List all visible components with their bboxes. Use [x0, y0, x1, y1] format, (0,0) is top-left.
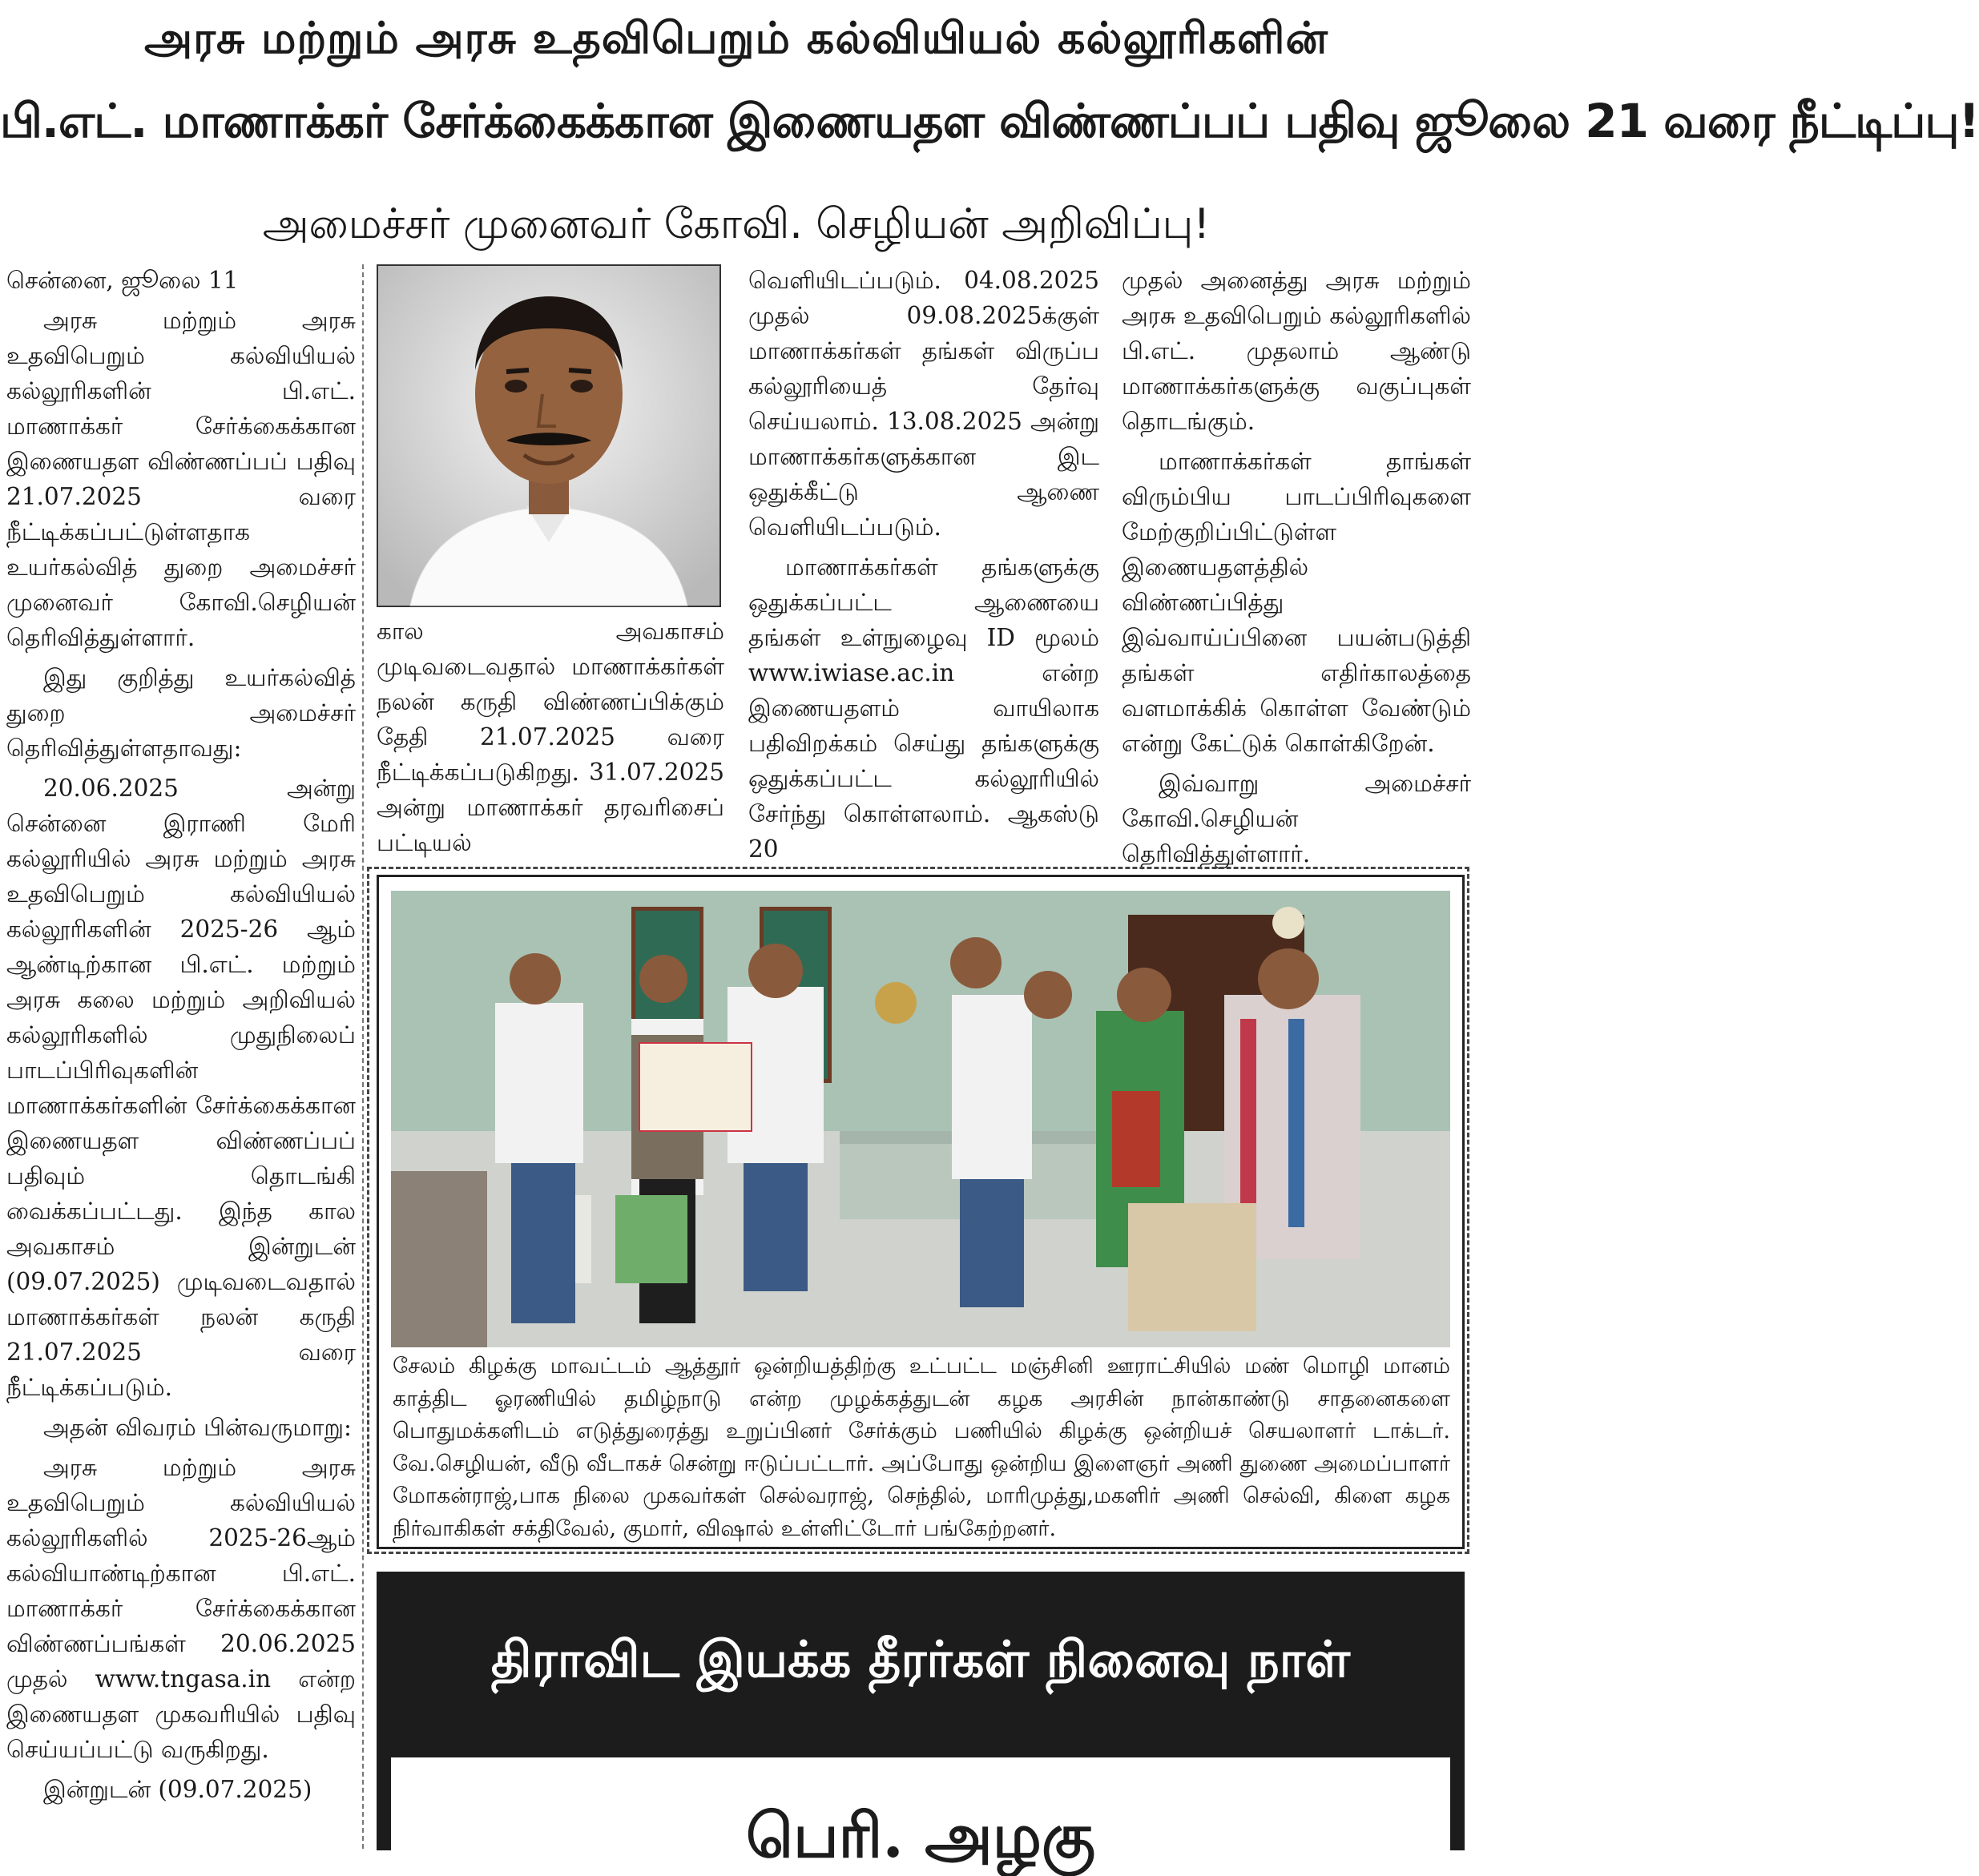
article-paragraph: இது குறித்து உயர்கல்வித் துறை அமைச்சர் தெரிவித்துள்ளதாவது: — [6, 664, 356, 762]
article-paragraph: 20.06.2025 அன்று சென்னை இராணி மேரி கல்லூரியில் அரசு மற்றும் அரசு உதவிபெறும் கல்வியியல் கல்லூரிகளின் 2025-26 ஆம் ஆண்டிற்கான பி.எட். மற்றும் அரசு கலை மற்றும் அறிவியல் கல்லூரிகளில் முதுநிலைப் பாடப்பிரிவுகளின் மாணாக்கர்களின் சேர்க்கைக்கான இணையதள விண்ணப்பப் பதிவும் தொடங்கி வைக்கப்பட்டது. இந்த கால அவகாசம் இன்றுடன் (09.07.2025) முடிவடைவதால் மாணாக்கர்கள் நலன் கருதி 21.07.2025 வரை நீட்டிக்கப்படும். — [6, 775, 356, 1401]
article-paragraph: இன்றுடன் (09.07.2025) — [43, 1776, 312, 1803]
article-column-3 — [748, 263, 1099, 863]
photo-caption: சேலம் கிழக்கு மாவட்டம் ஆத்தூர் ஒன்றியத்திற்கு உட்பட்ட மஞ்சினி ஊராட்சியில் மண் மொழி மானம் காத்திட ஓரணியில் தமிழ்நாடு என்ற முழக்கத்துடன் கழக அரசின் நான்காண்டு சாதனைகளை பொதுமக்களிடம் எடுத்துரைத்து உறுப்பினர் சேர்க்கும் பணியில் கிழக்கு ஒன்றியச் செயலாளர் டாக்டர். வே.செழியன், வீடு வீடாகச் சென்று ஈடுப்பட்டார். அப்போது ஒன்றிய இளைஞர் அணி துணை அமைப்பாளர் மோகன்ராஜ்,பாக நிலை முகவர்கள் செல்வராஜ், செந்தில், மாரிமுத்து,மகளிர் அணி செல்வி, கிளை கழக நிர்வாகிகள் சக்திவேல், குமார், விஷால் உள்ளிட்டோர் பங்கேற்றனர். — [393, 1354, 1450, 1541]
headline-subtitle: அமைச்சர் முனைவர் கோவி. செழியன் அறிவிப்பு! — [262, 200, 1211, 248]
article-paragraph: இவ்வாறு அமைச்சர் கோவி.செழியன் தெரிவித்துள்ளார். — [1122, 770, 1471, 868]
portrait-image — [378, 266, 719, 606]
article-paragraph: மாணாக்கர்கள் தங்களுக்கு ஒதுக்கப்பட்ட ஆணையை தங்கள் உள்நுழைவு ID மூலம் www.iwiase.ac.in என்ற இணையதளம் வாயிலாக பதிவிறக்கம் செய்து தங்களுக்கு ஒதுக்கப்பட்ட கல்லூரியில் சேர்ந்து கொள்ளலாம். ஆகஸ்டு 20 — [748, 554, 1099, 863]
column-divider — [362, 264, 364, 1849]
article-paragraph: அதன் விவரம் பின்வருமாறு: — [43, 1414, 352, 1441]
headline-main: பி.எட். மாணாக்கர் சேர்க்கைக்கான இணையதள விண்ணப்பப் பதிவு ஜூலை 21 வரை நீட்டிப்பு! — [0, 94, 1979, 148]
article-column-4 — [1122, 263, 1471, 868]
memorial-banner — [377, 1572, 1465, 1871]
article-paragraph: மாணாக்கர்கள் தாங்கள் விரும்பிய பாடப்பிரிவுகளை மேற்குறிப்பிட்டுள்ள இணையதளத்தில் விண்ணப்பித்து இவ்வாய்ப்பினை பயன்படுத்தி தங்கள் எதிர்காலத்தை வளமாக்கிக் கொள்ள வேண்டும் என்று கேட்டுக் கொள்கிறேன். — [1122, 448, 1471, 757]
article-paragraph: அரசு மற்றும் அரசு உதவிபெறும் கல்வியியல் கல்லூரிகளின் பி.எட். மாணாக்கர் சேர்க்கைக்கான இணையதள விண்ணப்பப் பதிவு 21.07.2025 வரை நீட்டிக்கப்பட்டுள்ளதாக உயர்கல்வித் துறை அமைச்சர் முனைவர் கோவி.செழியன் தெரிவித்துள்ளார். — [6, 307, 356, 651]
banner-title: திராவிட இயக்க தீரர்கள் நினைவு நாள் — [490, 1630, 1351, 1689]
headline-line-1: அரசு மற்றும் அரசு உதவிபெறும் கல்வியியல் கல்லூரிகளின் — [144, 13, 1328, 63]
article-column-1 — [6, 263, 356, 1849]
banner-subtitle: பெரி. அழகு — [745, 1800, 1096, 1871]
article-paragraph: வெளியிடப்படும். 04.08.2025 முதல் 09.08.2025க்குள் மாணாக்கர்கள் தங்கள் விருப்ப கல்லூரியைத் தேர்வு செய்யலாம். 13.08.2025 அன்று மாணாக்கர்களுக்கான இட ஒதுக்கீட்டு ஆணை வெளியிடப்படும். — [748, 267, 1099, 541]
article-column-2 — [377, 614, 724, 854]
article-paragraph: கால அவகாசம் முடிவடைவதால் மாணாக்கர்கள் நலன் கருதி விண்ணப்பிக்கும் தேதி 21.07.2025 வரை நீட்டிக்கப்படுகிறது. 31.07.2025 அன்று மாணாக்கர் தரவரிசைப் பட்டியல் — [377, 618, 724, 856]
news-photo — [391, 891, 1450, 1347]
dateline: சென்னை, ஜூலை 11 — [6, 267, 239, 294]
news-photo-image — [391, 891, 1450, 1347]
article-paragraph: முதல் அனைத்து அரசு மற்றும் அரசு உதவிபெறும் கல்லூரிகளில் பி.எட். முதலாம் ஆண்டு மாணாக்கர்களுக்கு வகுப்புகள் தொடங்கும். — [1122, 267, 1471, 435]
banner-name-panel — [391, 1757, 1450, 1870]
minister-portrait — [377, 264, 721, 607]
article-paragraph: அரசு மற்றும் அரசு உதவிபெறும் கல்வியியல் கல்லூரிகளில் 2025-26ஆம் கல்வியாண்டிற்கான பி.எட். மாணாக்கர் சேர்க்கைக்கான விண்ணப்பங்கள் 20.06.2025 முதல் www.tngasa.in என்ற இணையதள முகவரியில் பதிவு செய்யப்பட்டு வருகிறது. — [6, 1454, 356, 1763]
